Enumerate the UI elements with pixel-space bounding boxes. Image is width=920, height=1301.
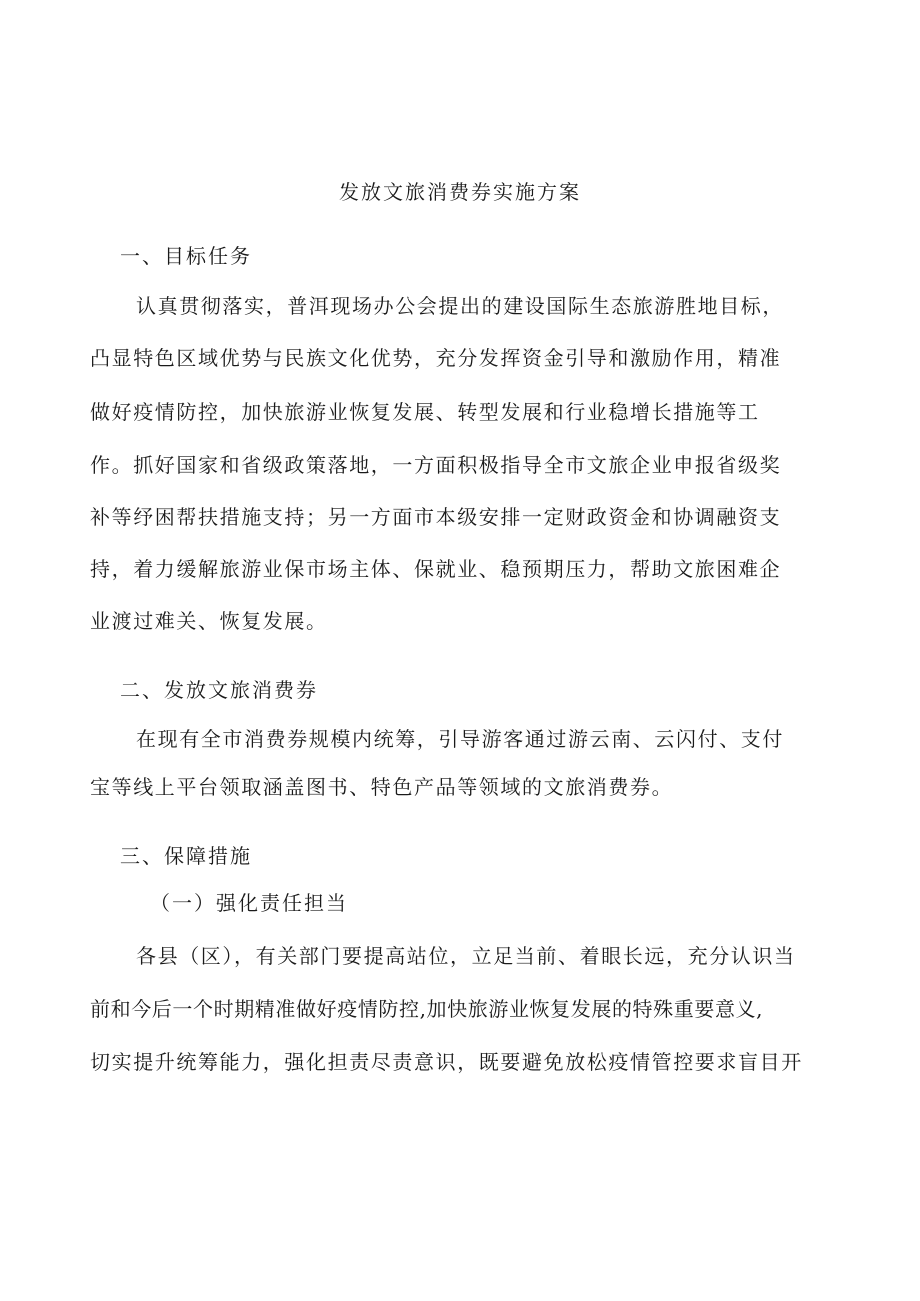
paragraph-line: 持，着力缓解旅游业保市场主体、保就业、稳预期压力，帮助文旅困难企 [90,557,782,581]
paragraph-line: 前和今后一个时期精准做好疫情防控,加快旅游业恢复发展的特殊重要意义, [90,997,764,1021]
section-heading-2: 二、发放文旅消费券 [120,678,318,702]
paragraph-line: 做好疫情防控，加快旅游业恢复发展、转型发展和行业稳增长措施等工 [90,400,760,424]
subsection-heading: （一）强化责任担当 [150,891,348,915]
paragraph-line: 作。抓好国家和省级政策落地，一方面积极指导全市文旅企业申报省级奖 [90,453,782,477]
paragraph-line: 宝等线上平台领取涵盖图书、特色产品等领域的文旅消费券。 [90,775,674,799]
paragraph-line: 在现有全市消费券规模内统筹，引导游客通过游云南、云闪付、支付 [136,727,784,751]
section-heading-3: 三、保障措施 [120,844,252,868]
document-title: 发放文旅消费券实施方案 [339,180,581,204]
paragraph-line: 凸显特色区域优势与民族文化优势，充分发挥资金引导和激励作用，精准 [90,346,782,370]
paragraph-line: 认真贯彻落实，普洱现场办公会提出的建设国际生态旅游胜地目标， [136,294,784,318]
paragraph-line: 补等纾困帮扶措施支持；另一方面市本级安排一定财政资金和协调融资支 [90,505,782,529]
section-heading-1: 一、目标任务 [120,244,252,268]
paragraph-line: 业渡过难关、恢复发展。 [90,609,328,633]
paragraph-line: 各县（区），有关部门要提高站位，立足当前、着眼长远，充分认识当 [136,944,796,968]
paragraph-line: 切实提升统筹能力，强化担责尽责意识，既要避免放松疫情管控要求盲目开 [90,1050,803,1074]
